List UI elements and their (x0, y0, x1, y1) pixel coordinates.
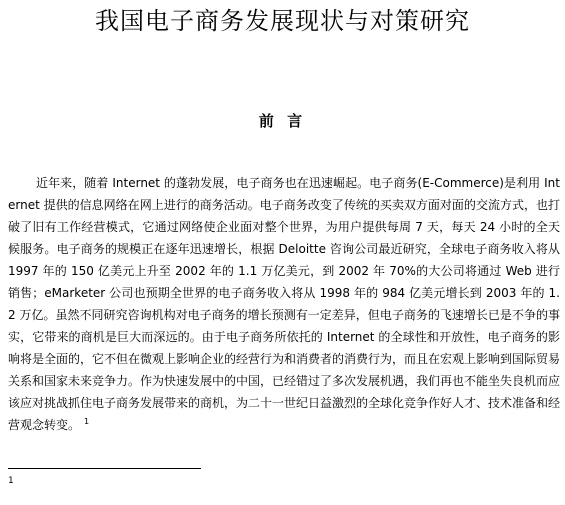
footnote-marker: 1 (8, 476, 14, 486)
footnote-divider (8, 468, 201, 469)
footnote-reference[interactable]: 1 (84, 417, 90, 426)
section-heading: 前 言 (258, 112, 307, 130)
paragraph-text: 近年来，随着 Internet 的蓬勃发展，电子商务也在迅速崛起。电子商务(E-Commerce)是利用 Internet 提供的信息网络在网上进行的商务活动。电子商务改变了传统的买卖双方面对面的交流方式，也打破了旧有工作经营模式，它通过网络使企业面对整个世界，为用户提供每周 7 天，每天 24 小时的全天候服务。电子商务的规模正在逐年迅速增长，根据 Deloitte 咨询公司最近研究，全球电子商务收入将从 1997 年的 150 亿美元上升至 2002 年的 1.1 万亿美元，到 2002 年 70%的大公司将通过 Web 进行销售；eMarketer 公司也预期全世界的电子商务收入将从 1998 年的 984 亿美元增长到 2003 年的 1.2 万亿。虽然不同研究咨询机构对电子商务的增长预测有一定差异，但电子商务的飞速增长已是不争的事实，它带来的商机是巨大而深远的。由于电子商务所依托的 Internet 的全球性和开放性，电子商务的影响将是全面的，它不但在微观上影响企业的经营行为和消费者的消费行为，而且在宏观上影响到国际贸易关系和国家未来竞争力。作为快速发展中的中国，已经错过了多次发展机遇，我们再也不能坐失良机而应该应对挑战抓住电子商务发展带来的商机，为二十一世纪日益激烈的全球化竞争作好人才、技术准备和经营观念转变。 (8, 176, 561, 432)
document-title: 我国电子商务发展现状与对策研究 (95, 7, 470, 35)
body-paragraph (8, 172, 560, 436)
